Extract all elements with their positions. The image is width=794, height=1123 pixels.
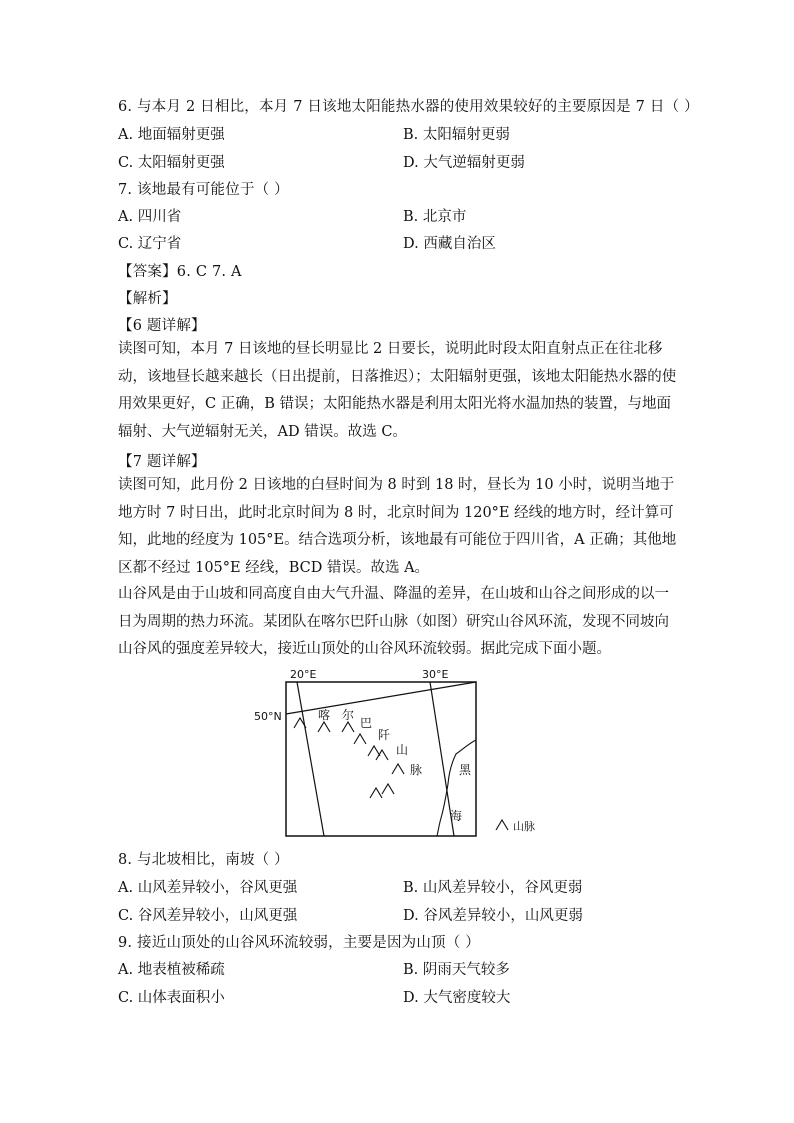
- mountain-icon: [354, 734, 366, 744]
- mountain-icon: [382, 784, 394, 794]
- q9-option-b[interactable]: B. 阴雨天气较多: [403, 962, 510, 978]
- q8-option-a[interactable]: A. 山风差异较小，谷风更强: [118, 880, 298, 896]
- q8-option-c[interactable]: C. 谷风差异较小，山风更强: [118, 908, 298, 924]
- detail-7-text: 读图可知，此月份 2 日该地的白昼时间为 8 时到 18 时，昼长为 10 小时，说明当地于地方时 7 时日出，此时北京时间为 8 时，北京时间为 120°E 经线的地方时，经计算可知，此地的经度为 105°E。结合选项分析，该地最有可能位于四川省，A 正确；其他地区都不经过 105°E 经线，BCD 错误。故选 A。: [118, 477, 677, 576]
- mountain-icon: [370, 788, 382, 798]
- mountain-char-3: 巴: [360, 716, 373, 730]
- parallel-50n: [286, 682, 476, 714]
- mountain-icon: [368, 746, 380, 756]
- answer-line: 【答案】6. C 7. A: [118, 264, 242, 280]
- q9-option-a[interactable]: A. 地表植被稀疏: [118, 962, 225, 978]
- mountain-char-6: 脉: [410, 763, 423, 777]
- mountain-icon: [342, 722, 354, 732]
- detail-6-heading: 【6 题详解】: [118, 318, 206, 334]
- q7-option-c[interactable]: C. 辽宁省: [118, 236, 182, 252]
- q7-option-d[interactable]: D. 西藏自治区: [403, 236, 496, 252]
- q6-option-d[interactable]: D. 大气逆辐射更弱: [403, 155, 525, 171]
- q7-stem: 7. 该地最有可能位于（ ）: [118, 182, 289, 198]
- q7-option-a[interactable]: A. 四川省: [118, 209, 182, 225]
- mountain-char-5: 山: [396, 743, 409, 757]
- mountain-char-1: 喀: [318, 708, 331, 722]
- carpathian-map: [250, 662, 550, 842]
- legend-mountain-icon: [496, 820, 508, 830]
- mountain-icon: [392, 764, 404, 774]
- q6-option-c[interactable]: C. 太阳辐射更强: [118, 155, 225, 171]
- meridian-20e: [297, 682, 324, 836]
- mountain-icon: [318, 722, 330, 732]
- mountain-char-2: 尔: [342, 708, 355, 722]
- mountain-char-4: 阡: [378, 728, 391, 742]
- sea-label-1: 黑: [459, 763, 472, 777]
- map-frame: [286, 682, 476, 836]
- q6-option-a[interactable]: A. 地面辐射更强: [118, 127, 225, 143]
- q8-option-d[interactable]: D. 谷风差异较小，山风更弱: [403, 908, 583, 924]
- q9-option-c[interactable]: C. 山体表面积小: [118, 990, 225, 1006]
- detail-7-heading: 【7 题详解】: [118, 454, 206, 470]
- legend-label: 山脉: [513, 820, 535, 833]
- q9-option-d[interactable]: D. 大气密度较大: [403, 990, 511, 1006]
- analysis-heading: 【解析】: [118, 291, 177, 307]
- detail-6-text: 读图可知，本月 7 日该地的昼长明显比 2 日要长，说明此时段太阳直射点正在往北移动，该地昼长越来越长（日出提前，日落推迟）；太阳辐射更强，该地太阳能热水器的使用效果更好，C 正确，B 错误；太阳能热水器是利用太阳光将水温加热的装置，与地面辐射、大气逆辐射无关，AD 错误。故选 C。: [118, 341, 677, 440]
- sea-label-2: 海: [450, 809, 463, 823]
- intro-paragraph: 山谷风是由于山坡和同高度自由大气升温、降温的差异，在山坡和山谷之间形成的以一日为周期的热力环流。某团队在喀尔巴阡山脉（如图）研究山谷风环流，发现不同坡向山谷风的强度差异较大，接近山顶处的山谷风环流较弱。据此完成下面小题。: [118, 586, 669, 657]
- lon-label-20e: 20°E: [290, 668, 317, 681]
- q7-option-b[interactable]: B. 北京市: [403, 209, 467, 225]
- q8-stem: 8. 与北坡相比，南坡（ ）: [118, 852, 289, 868]
- q6-stem: 6. 与本月 2 日相比，本月 7 日该地太阳能热水器的使用效果较好的主要原因是 7 日（ ）: [118, 99, 699, 115]
- lon-label-30e: 30°E: [422, 668, 449, 681]
- q8-option-b[interactable]: B. 山风差异较小，谷风更弱: [403, 880, 583, 896]
- q9-stem: 9. 接近山顶处的山谷风环流较弱，主要是因为山顶（ ）: [118, 935, 480, 951]
- q6-option-b[interactable]: B. 太阳辐射更弱: [403, 127, 510, 143]
- lat-label-50n: 50°N: [254, 710, 282, 723]
